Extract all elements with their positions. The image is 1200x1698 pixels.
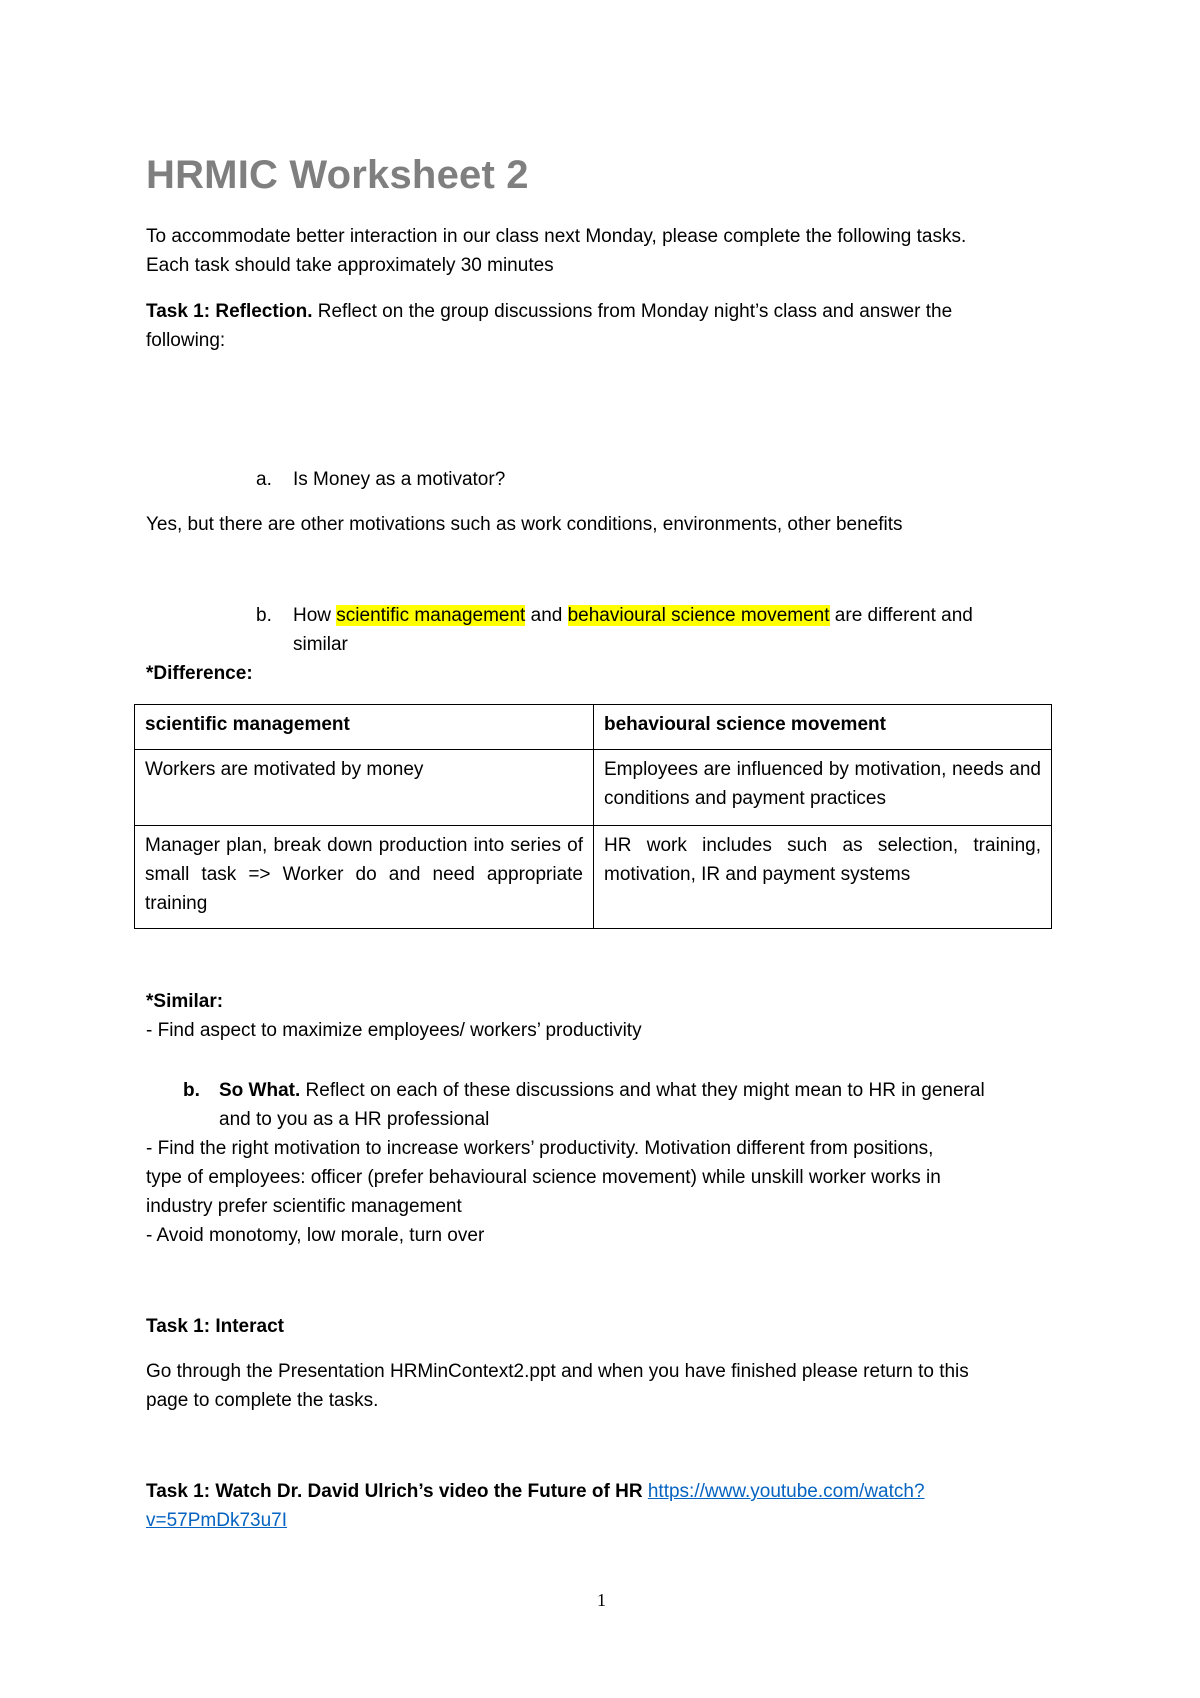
intro-line-1: To accommodate better interaction in our class next Monday, please complete the following tasks. [146,226,967,247]
sowhat-answer-line-4: - Avoid monotomy, low morale, turn over [146,1225,485,1246]
task1-watch-line-1 [146,1477,925,1506]
item-b-question-line-2: similar [293,634,348,655]
task1-interact-heading: Task 1: Interact [146,1316,284,1337]
interact-line-2: page to complete the tasks. [146,1390,379,1411]
intro-line-2: Each task should take approximately 30 minutes [146,255,554,276]
item-a-question: Is Money as a motivator? [293,469,506,490]
sowhat-bold: So What. [219,1080,301,1101]
table-header-cell: scientific management [135,705,594,750]
task1-reflection-label: Task 1: Reflection. [146,301,313,322]
task1-reflection-line-2: following: [146,330,226,351]
item-b-mid-text: and [525,605,568,626]
sowhat-line-1 [219,1076,985,1105]
task1-watch-label: Task 1: Watch Dr. David Ulrich’s video the Future of HR [146,1481,643,1502]
interact-line-1: Go through the Presentation HRMinContext2.ppt and when you have finished please return to this [146,1361,969,1382]
sowhat-line-2: and to you as a HR professional [219,1109,490,1130]
highlight-scientific-management: scientific management [336,605,526,626]
similar-heading: *Similar: [146,991,224,1012]
document-title: HRMIC Worksheet 2 [146,153,529,197]
table-cell: Manager plan, break down production into series of small task => Worker do and need appropriate training [135,826,594,929]
table-cell: Employees are influenced by motivation, needs and conditions and payment practices [594,750,1052,826]
youtube-link[interactable]: https://www.youtube.com/watch? [647,1481,925,1502]
highlight-behavioural-science: behavioural science movement [567,605,830,626]
similar-text: - Find aspect to maximize employees/ workers’ productivity [146,1020,642,1041]
sowhat-answer-line-2: type of employees: officer (prefer behavioural science movement) while unskill worker works in [146,1167,941,1188]
item-b-label: b. [256,605,272,626]
sowhat-answer-line-1: - Find the right motivation to increase workers’ productivity. Motivation different from positions, [146,1138,934,1159]
table-cell: Workers are motivated by money [135,750,594,826]
sowhat-label: b. [183,1080,200,1101]
task1-watch-line-2 [146,1506,287,1535]
table-cell: HR work includes such as selection, training, motivation, IR and payment systems [594,826,1052,929]
item-b-question-line-1 [293,601,973,630]
table-row [135,826,1052,929]
task1-reflection-line-1 [146,297,952,326]
item-b-pre-text: How [293,605,337,626]
page-number: 1 [597,1590,606,1610]
difference-heading: *Difference: [146,663,253,684]
table-header-row [135,705,1052,750]
item-a-label: a. [256,469,272,490]
difference-table [134,704,1052,929]
task1-reflection-text: Reflect on the group discussions from Monday night’s class and answer the [312,301,953,322]
sowhat-answer-line-3: industry prefer scientific management [146,1196,462,1217]
item-b-post-text: are different and [829,605,973,626]
sowhat-text: Reflect on each of these discussions and what they might mean to HR in general [300,1080,985,1101]
youtube-link-continued[interactable]: v=57PmDk73u7I [146,1510,287,1531]
table-header-cell: behavioural science movement [594,705,1052,750]
table-row [135,750,1052,826]
item-a-answer: Yes, but there are other motivations such as work conditions, environments, other benefits [146,514,903,535]
